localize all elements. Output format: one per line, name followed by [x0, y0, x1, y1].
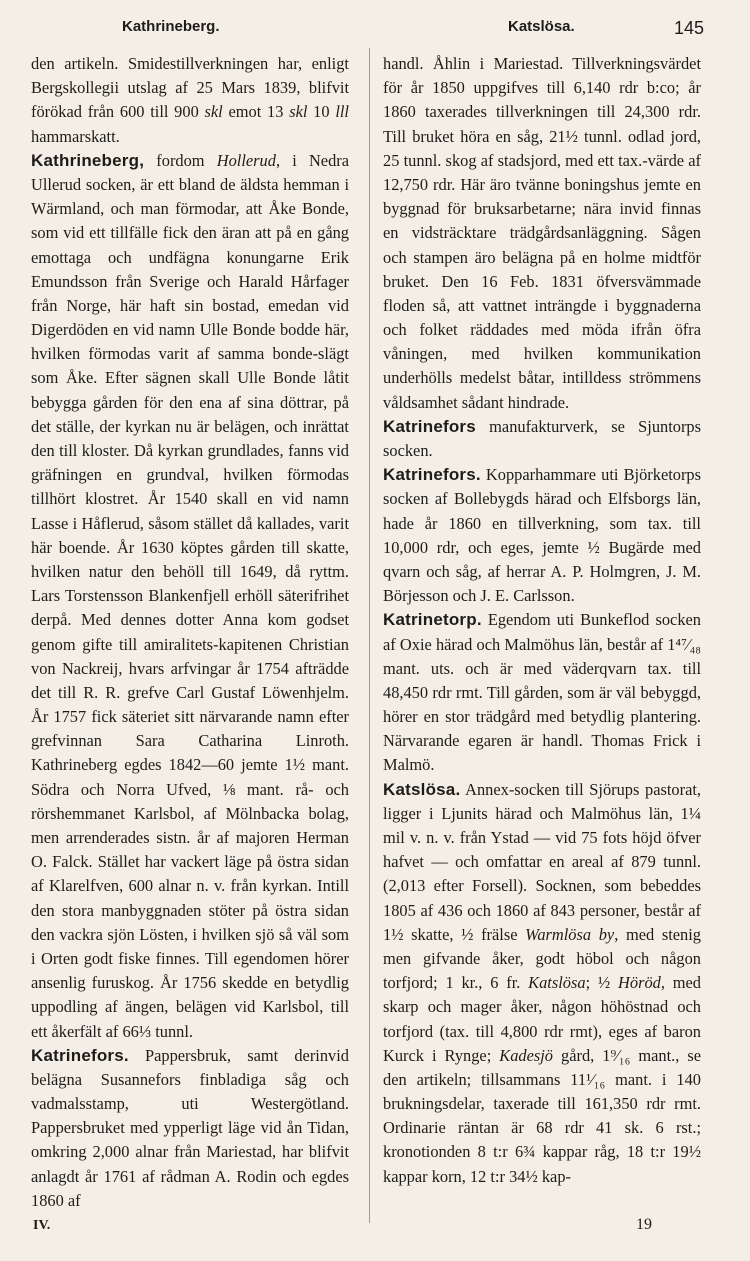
column-divider	[369, 48, 370, 1223]
entry-headword: Katrinetorp.	[383, 610, 482, 630]
right-column	[383, 52, 701, 1189]
paragraph-smidestillverkning: den artikeln. Smidestillverkningen har, enligt Bergskollegii utslag af 25 Mars 1839, blifvit förökad från 600 till 900 skl emot 13 skl 10 lll hammarskatt.	[31, 54, 349, 146]
entry-katrinetorp: Katrinetorp. Egendom uti Bunkeflod socken af Oxie härad och Malmöhus län, består af 1⁴⁷⁄₄₈ mant. uts. och är med väderqvarn tax. till 48,450 rdr rmt. Till gården, som är väl bebyggd, hörer en stor trädgård med betydlig plantering. Närvarande egaren är handl. Thomas Frick i Malmö.	[383, 610, 701, 775]
entry-katrinefors-paper: Katrinefors. Pappersbruk, samt derinvid belägna Susannefors finbladiga såg och vadmalsstamp, uti Westergötland. Pappersbruket med ypperligt läge vid ån Tidan, omkring 2,000 alnar från Mariestad, har blifvit anlagdt år 1761 af rådman A. Rodin och egdes 1860 af	[31, 1045, 349, 1210]
entry-kathrineberg: Kathrineberg, fordom Hollerud, i Nedra Ullerud socken, är ett bland de äldsta hemman i Wärmland, och man förmodar, att Åke Bonde, som vid ett tillfälle fick den äran att på en gång emottaga och undfägna konungarne Erik Emundsson från Sverige och Harald Hårfager från Norge, här haft sin bostad, emedan vid Digerdöden en vid namn Ulle Bonde bodde här, hvilken förmodas varit af samma bonde-slägt som Åke. Efter sägnen skall Ulle Bonde låtit bebygga gården för den ena af sina döttrar, på det ställe, der kyrkan nu är belägen, och inrättat den till kloster. Då kyrkan grundlades, fanns vid gräfningen en grundval, hvilken förmodas tillhört klostret. År 1540 skall en vid namn Lasse i Håflerud, såsom stället då kallades, varit här boende. År 1630 köptes gården till skatte, hvilken natur den behöll till 1649, då ryttm. Lars Torstensson Blankenfjell erhöll säterifrihet derpå. Med dennes dotter Anna kom godset genom gifte till amiralitets-kapitenen Christian von Nackreij, hvars arfvingar år 1754 afträdde det till R. R. grefve Carl Gustaf Löwenhjelm. År 1757 fick säteriet sitt närvarande namn efter grefvinnan Sara Catharina Linroth. Kathrineberg egdes 1842—60 jemte 1½ mant. Södra och Norra Ufved, ⅛ mant. rå- och rörshemmanet Karlsbol, af Mölnbacka bolag, men arrenderades sistn. år af majoren Herman O. Falck. Stället har vackert läge på östra sidan af Klarelfven, 600 alnar n. v. från kyrkan. Intill den stora manbyggnaden stöter på östra sidan den vackra sjön Lösten, i hvilken sjö så väl som i Orten godt fiske finnes. Till egendomen hörer ansenlig furuskog. År 1756 skedde en betydlig uppodling af ängen, belägen vid Karlsbol, till ett åkerfält af 66⅓ tunnl.	[31, 150, 349, 1041]
entry-katslosa: Katslösa. Annex-socken till Sjörups pastorat, ligger i Ljunits härad och Malmöhus län, 1¼ mil v. n. v. från Ystad — vid 75 fots höjd öfver hafvet — och omfattar en areal af 879 tunnl. (2,013 efter Forsell). Socknen, som bebeddes 1805 af 436 och 1860 af 843 personer, består af 1½ skatte, ½ frälse Warmlösa by, med stenig men gifvande åker, godt höbol och någon torfjord; 1 kr., 6 fr. Katslösa; ½ Höröd, med skarp och mager åker, någon höhöstnad och torfjord (tax. till 4,800 rdr rmt), eges af baron Kurck i Rynge; Kadesjö gård, 1⁹⁄₁₆ mant., se den artikeln; tillsammans 11¹⁄₁₆ mant. i 140 brukningsdelar, taxerade till 161,350 rdr rmt. Ordinarie räntan är 68 rdr 41 sk. 6 rst.; kronotionden 8 t:r 6¾ kappar råg, 18 t:r 19½ kappar korn, 12 t:r 34½ kap-	[383, 779, 702, 1186]
entry-katrinefors-manufaktur: Katrinefors manufakturverk, se Sjuntorps socken.	[383, 416, 701, 460]
sheet-number: 19	[636, 1216, 652, 1233]
running-head-right: Katslösa.	[508, 18, 575, 35]
signature-mark: IV.	[33, 1218, 51, 1233]
entry-katrinefors-koppar: Katrinefors. Kopparhammare uti Björketorps socken af Bollebygds härad och Elfsborgs län, hade år 1860 en tillverkning, som tax. till 10,000 rdr, och eges, jemte ½ Bugärde med qvarn och såg, af herrar A. P. Holmgren, J. M. Börjesson och J. E. Carlsson.	[383, 465, 701, 606]
entry-headword: Kathrineberg,	[31, 150, 145, 170]
entry-headword: Katrinefors.	[383, 465, 481, 485]
entry-headword: Katrinefors	[383, 416, 476, 436]
paragraph-katrinefors-cont: handl. Åhlin i Mariestad. Tillverkningsvärdet för år 1850 uppgifves till 6,140 rdr b:co; år 1860 taxerades tillverkningen till 24,300 rdr. Till bruket höra en såg, 21½ tunnl. odlad jord, 25 tunnl. skog af stadsjord, med ett tax.-värde af 12,750 rdr. Här äro tvänne boningshus jemte en byggnad för bruksarbetarne; nära invid finnas en vidsträcktare trädgårdsanläggning. Sågen och stampen äro belägna på en holme midtför bruket. Den 16 Feb. 1831 öfversvämmade floden så, att vattnet inträngde i byggnaderna och folket räddades med möda ifrån öfra våningen, med hvilken kommunikation underhölls medelst båtar, intilldess strömmens våldsamhet sådant hindrade.	[383, 54, 701, 412]
running-head-left: Kathrineberg.	[122, 18, 220, 35]
page-number: 145	[673, 18, 704, 38]
left-column	[31, 52, 349, 1213]
entry-headword: Katslösa.	[383, 779, 461, 799]
entry-headword: Katrinefors.	[31, 1045, 129, 1065]
page-header	[20, 12, 730, 44]
